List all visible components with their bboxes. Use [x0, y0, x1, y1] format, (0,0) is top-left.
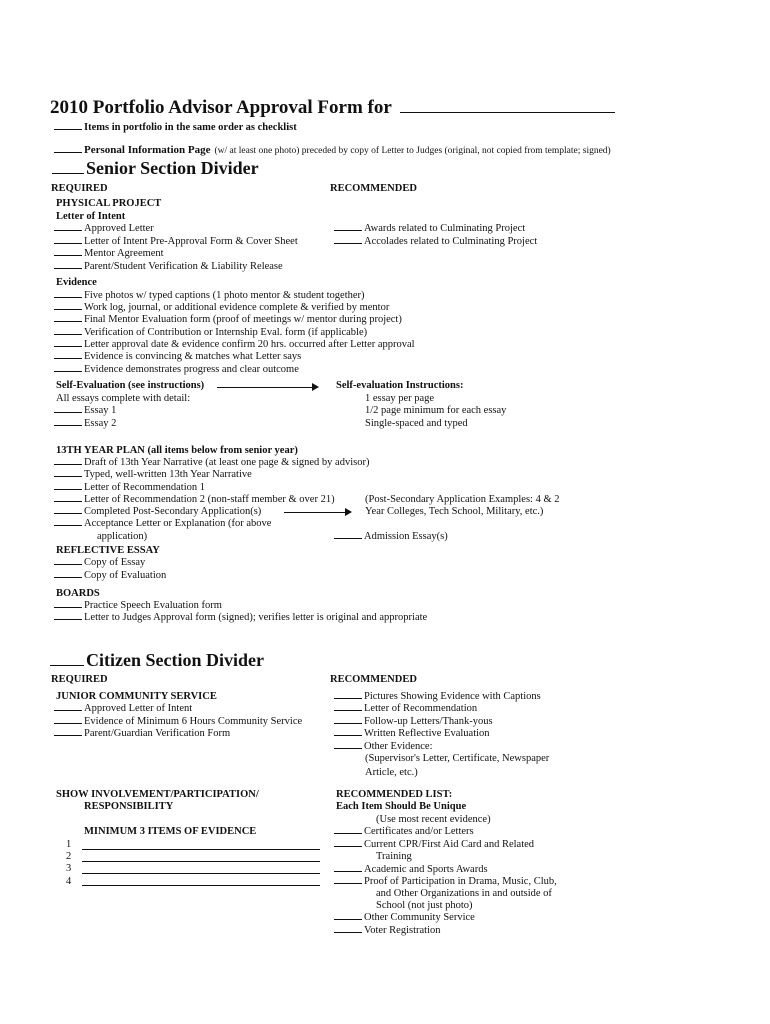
- check-blank[interactable]: [54, 411, 82, 413]
- other-evidence-note: (Supervisor's Letter, Certificate, Newspaper: [365, 753, 550, 764]
- senior-section-header: Senior Section Divider: [52, 158, 259, 179]
- check-blank[interactable]: [54, 370, 82, 372]
- citizen-recommended-label: RECOMMENDED: [330, 674, 417, 685]
- check-blank[interactable]: [54, 512, 82, 514]
- physical-project-heading: PHYSICAL PROJECT: [56, 198, 162, 209]
- check-blank[interactable]: [54, 296, 82, 298]
- form-title: 2010 Portfolio Advisor Approval Form for: [50, 97, 615, 119]
- check-blank[interactable]: [54, 345, 82, 347]
- check-blank[interactable]: [334, 832, 362, 834]
- check-blank[interactable]: [334, 229, 362, 231]
- check-blank[interactable]: [334, 722, 362, 724]
- list-item: Letter approval date & evidence confirm 20 hrs. occurred after Letter approval: [54, 339, 415, 350]
- evidence-heading: Evidence: [56, 277, 97, 288]
- instruction-item: 1/2 page minimum for each essay: [365, 405, 507, 416]
- check-blank[interactable]: [334, 845, 362, 847]
- check-blank[interactable]: [54, 333, 82, 335]
- reflective-essay-heading: REFLECTIVE ESSAY: [56, 545, 160, 556]
- list-item: Letter of Recommendation: [334, 703, 477, 714]
- personal-info-row: Personal Information Page (w/ at least one photo) preceded by copy of Letter to Judges (original, not copied from template; signed): [54, 140, 611, 158]
- evidence-number: 1: [66, 839, 72, 850]
- evidence-line-3[interactable]: [82, 873, 320, 874]
- list-item: Written Reflective Evaluation: [334, 728, 490, 739]
- unique-heading: Each Item Should Be Unique: [336, 801, 467, 812]
- recommended-list-heading: RECOMMENDED LIST:: [336, 789, 453, 800]
- boards-heading: BOARDS: [56, 588, 100, 599]
- list-item: Five photos w/ typed captions (1 photo mentor & student together): [54, 290, 365, 301]
- evidence-number: 2: [66, 851, 72, 862]
- check-blank[interactable]: [54, 128, 82, 130]
- check-blank[interactable]: [54, 618, 82, 620]
- check-blank[interactable]: [54, 267, 82, 269]
- list-item: Accolades related to Culminating Project: [334, 236, 537, 247]
- check-blank[interactable]: [54, 563, 82, 565]
- list-item: Admission Essay(s): [334, 531, 448, 542]
- list-item: Other Evidence:: [334, 741, 433, 752]
- training-continuation: Training: [376, 851, 412, 862]
- thirteenth-year-heading: 13TH YEAR PLAN (all items below from senior year): [56, 445, 298, 456]
- recent-evidence-note: (Use most recent evidence): [376, 814, 491, 825]
- junior-community-service-heading: JUNIOR COMMUNITY SERVICE: [56, 691, 217, 702]
- list-item: Pictures Showing Evidence with Captions: [334, 691, 541, 702]
- evidence-line-2[interactable]: [82, 861, 320, 862]
- list-item: Parent/Guardian Verification Form: [54, 728, 230, 739]
- check-blank[interactable]: [334, 242, 362, 244]
- check-blank[interactable]: [334, 918, 362, 920]
- list-item: Letter to Judges Approval form (signed); verifies letter is original and appropriate: [54, 612, 427, 623]
- post-secondary-note: Year Colleges, Tech School, Military, etc.): [365, 506, 544, 517]
- evidence-line-1[interactable]: [82, 849, 320, 850]
- list-item: Copy of Essay: [54, 557, 145, 568]
- items-order-row: Items in portfolio in the same order as checklist: [54, 122, 297, 133]
- arrow-icon: [217, 387, 317, 388]
- instruction-item: 1 essay per page: [365, 393, 435, 404]
- self-evaluation-heading: Self-Evaluation (see instructions): [56, 380, 205, 391]
- citizen-section-header: Citizen Section Divider: [50, 650, 264, 671]
- list-item: Work log, journal, or additional evidence complete & verified by mentor: [54, 302, 389, 313]
- check-blank[interactable]: [54, 229, 82, 231]
- list-item: Awards related to Culminating Project: [334, 223, 525, 234]
- name-blank[interactable]: [400, 112, 615, 113]
- check-blank[interactable]: [54, 424, 82, 426]
- check-blank[interactable]: [334, 709, 362, 711]
- evidence-number: 3: [66, 863, 72, 874]
- check-blank[interactable]: [334, 537, 362, 539]
- check-blank[interactable]: [54, 151, 82, 153]
- senior-recommended-label: RECOMMENDED: [330, 183, 417, 194]
- list-item: Copy of Evaluation: [54, 570, 166, 581]
- proof-continuation: School (not just photo): [376, 900, 473, 911]
- citizen-required-label: REQUIRED: [51, 674, 108, 685]
- list-item: Essay 2: [54, 418, 116, 429]
- list-item: Draft of 13th Year Narrative (at least one page & signed by advisor): [54, 457, 369, 468]
- letter-of-intent-heading: Letter of Intent: [56, 211, 126, 222]
- list-item: Parent/Student Verification & Liability Release: [54, 261, 283, 272]
- check-blank[interactable]: [334, 747, 362, 749]
- list-item: Certificates and/or Letters: [334, 826, 474, 837]
- proof-continuation: and Other Organizations in and outside of: [376, 888, 552, 899]
- check-blank[interactable]: [54, 475, 82, 477]
- list-item: Other Community Service: [334, 912, 475, 923]
- list-item: Acceptance Letter or Explanation (for above: [54, 518, 271, 529]
- check-blank[interactable]: [54, 606, 82, 608]
- check-blank[interactable]: [54, 357, 82, 359]
- check-blank[interactable]: [54, 320, 82, 322]
- list-item: Academic and Sports Awards: [334, 864, 488, 875]
- check-blank[interactable]: [54, 488, 82, 490]
- list-item: Evidence is convincing & matches what Letter says: [54, 351, 301, 362]
- check-blank[interactable]: [54, 709, 82, 711]
- check-blank[interactable]: [54, 722, 82, 724]
- list-item: Approved Letter: [54, 223, 154, 234]
- evidence-line-4[interactable]: [82, 885, 320, 886]
- list-item: Typed, well-written 13th Year Narrative: [54, 469, 252, 480]
- list-item: Completed Post-Secondary Application(s): [54, 506, 261, 517]
- other-evidence-note: Article, etc.): [365, 767, 418, 778]
- arrow-icon: [284, 512, 350, 513]
- check-blank[interactable]: [54, 734, 82, 736]
- list-item: Practice Speech Evaluation form: [54, 600, 222, 611]
- check-blank[interactable]: [334, 870, 362, 872]
- list-item: Approved Letter of Intent: [54, 703, 192, 714]
- post-secondary-note: (Post-Secondary Application Examples: 4 & 2: [365, 494, 560, 505]
- check-blank[interactable]: [54, 254, 82, 256]
- list-item: Follow-up Letters/Thank-yous: [334, 716, 493, 727]
- list-item: Evidence of Minimum 6 Hours Community Service: [54, 716, 302, 727]
- check-blank[interactable]: [54, 463, 82, 465]
- list-item: Letter of Recommendation 1: [54, 482, 205, 493]
- list-item: Proof of Participation in Drama, Music, Club,: [334, 876, 557, 887]
- show-involvement-heading: RESPONSIBILITY: [84, 801, 174, 812]
- minimum-items-heading: MINIMUM 3 ITEMS OF EVIDENCE: [84, 826, 257, 837]
- check-blank[interactable]: [334, 931, 362, 933]
- list-item: Letter of Recommendation 2 (non-staff member & over 21): [54, 494, 335, 505]
- check-blank[interactable]: [54, 576, 82, 578]
- check-blank[interactable]: [54, 242, 82, 244]
- list-item: Essay 1: [54, 405, 116, 416]
- check-blank[interactable]: [334, 882, 362, 884]
- check-blank[interactable]: [52, 172, 84, 174]
- senior-required-label: REQUIRED: [51, 183, 108, 194]
- list-item: Letter of Intent Pre-Approval Form & Cover Sheet: [54, 236, 298, 247]
- show-involvement-heading: SHOW INVOLVEMENT/PARTICIPATION/: [56, 789, 259, 800]
- check-blank[interactable]: [54, 308, 82, 310]
- check-blank[interactable]: [54, 524, 82, 526]
- list-item: Current CPR/First Aid Card and Related: [334, 839, 534, 850]
- list-item: Verification of Contribution or Internship Eval. form (if applicable): [54, 327, 367, 338]
- self-eval-instructions-heading: Self-evaluation Instructions:: [336, 380, 464, 391]
- plan-item-continuation: application): [97, 531, 148, 542]
- list-item: Evidence demonstrates progress and clear outcome: [54, 364, 299, 375]
- list-item: Voter Registration: [334, 925, 441, 936]
- list-item: Mentor Agreement: [54, 248, 164, 259]
- all-essays-label: All essays complete with detail:: [56, 393, 191, 404]
- check-blank[interactable]: [50, 664, 84, 666]
- check-blank[interactable]: [334, 734, 362, 736]
- check-blank[interactable]: [334, 697, 362, 699]
- check-blank[interactable]: [54, 500, 82, 502]
- evidence-number: 4: [66, 876, 72, 887]
- list-item: Final Mentor Evaluation form (proof of meetings w/ mentor during project): [54, 314, 402, 325]
- instruction-item: Single-spaced and typed: [365, 418, 468, 429]
